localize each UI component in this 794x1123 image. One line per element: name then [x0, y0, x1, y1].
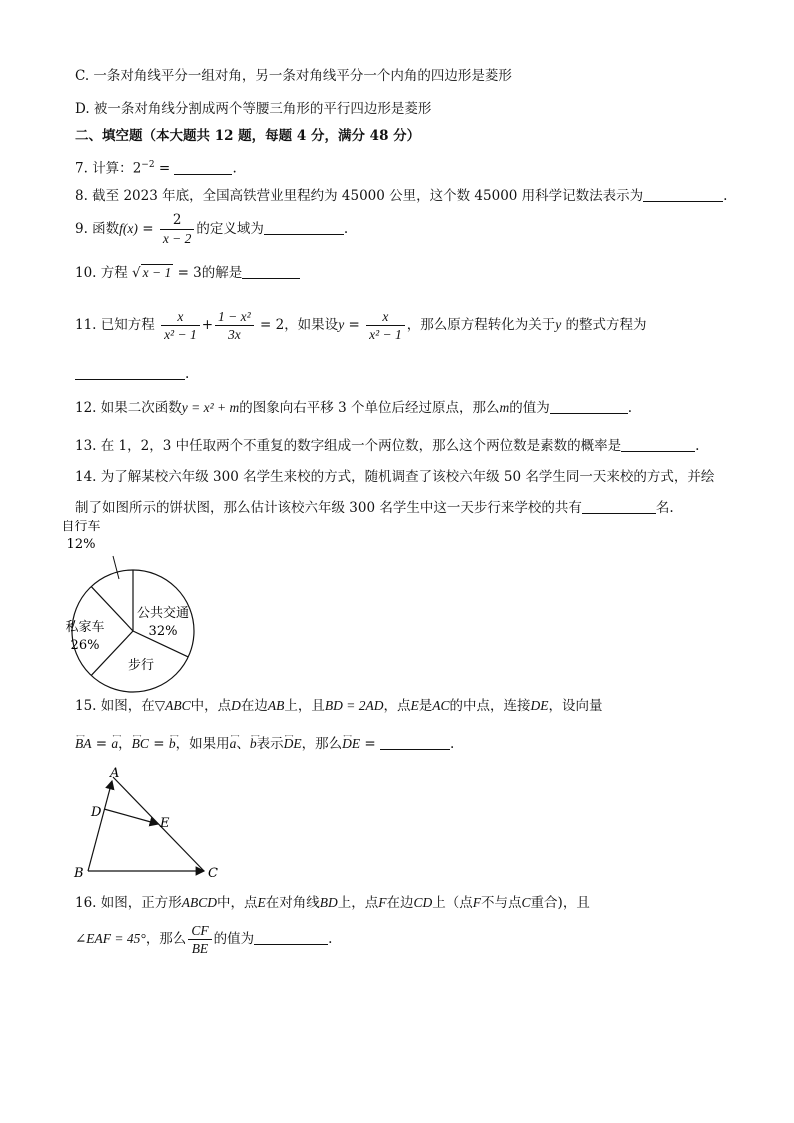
question-16-line1: 16. 如图，正方形ABCD中，点E在对角线BD上，点F在边CD上（点F不与点C重合)，且	[75, 895, 590, 911]
answer-blank[interactable]	[550, 399, 628, 414]
question-13: 13. 在 1，2，3 中任取两个不重复的数字组成一个两位数，那么这个两位数是素数的概率是 .	[75, 438, 700, 454]
label-e: E	[160, 816, 170, 831]
label-b: B	[74, 866, 84, 880]
pie-label-3: 私家车	[65, 620, 105, 635]
answer-blank[interactable]	[582, 499, 656, 514]
question-8: 8. 截至 2023 年底，全国高铁营业里程约为 45000 公里，这个数 45000 用科学记数法表示为 .	[75, 188, 728, 204]
section-heading: 二、填空题（本大题共 12 题，每题 4 分，满分 48 分）	[75, 128, 421, 144]
sqrt-expression: x − 1	[142, 265, 172, 280]
pie-chart	[60, 520, 220, 695]
triangle-figure	[70, 765, 230, 880]
answer-blank[interactable]	[75, 365, 185, 380]
fraction: $\frac{2}{x - 2}$	[160, 212, 195, 247]
answer-blank[interactable]	[643, 187, 723, 202]
pie-label-2: 步行	[127, 658, 155, 673]
question-11: 11. 已知方程 $\frac{x}{\text{x² − 1}}$ + $\frac{\text{1 − x²}}{3x}$ = 2，如果设y = $\frac{x}{\text{x² − 1}}$ ，那么原方程转化为关于y 的整式方程为	[75, 309, 647, 342]
option-d: D. 被一条对角线分割成两个等腰三角形的平行四边形是菱形	[75, 101, 432, 117]
question-9: 9. 函数f(x) = $\frac{2}{x - 2}$ 的定义域为 .	[75, 212, 349, 246]
answer-blank[interactable]	[242, 264, 300, 279]
option-c: C. 一条对角线平分一组对角，另一条对角线平分一个内角的四边形是菱形	[75, 68, 512, 84]
question-14-line1: 14. 为了解某校六年级 300 名学生来校的方式，随机调查了该校六年级 50 名学生同一天来校的方式，并绘	[75, 469, 715, 485]
pie-value-3: 26%	[70, 638, 100, 653]
question-10: 10. 方程 √ x − 1 = 3的解是	[75, 263, 300, 283]
label-a: A	[110, 766, 120, 781]
answer-blank[interactable]	[621, 437, 695, 452]
question-7: 7. 计算：$2^{-2}$ = .	[75, 160, 237, 177]
label-d: D	[91, 805, 102, 820]
pie-label-1: 公共交通	[136, 606, 190, 621]
pie-value-1: 32%	[148, 624, 178, 639]
question-12: 12. 如果二次函数y = x² + m的图象向右平移 3 个单位后经过原点，那么m的值为 .	[75, 400, 632, 416]
answer-blank[interactable]	[254, 930, 328, 945]
question-14-line2: 制了如图所示的饼状图，那么估计该校六年级 300 名学生中这一天步行来学校的共有 名.	[75, 500, 674, 516]
pie-label-4: 自行车	[61, 520, 101, 534]
label-c: C	[208, 866, 218, 880]
question-15-line1: 15. 如图，在▽ABC中，点D在边AB上，且BD = 2AD，点E是AC的中点，连接DE，设向量	[75, 698, 603, 714]
question-16-line2: ∠EAF = 45°，那么 $\frac{CF}{BE}$ 的值为 .	[75, 923, 333, 956]
answer-blank[interactable]	[264, 220, 344, 235]
pie-value-4: 12%	[66, 537, 96, 552]
question-11-answer: .	[75, 364, 189, 384]
question-15-line2: ←→ BA = ←→ a，←→ BC = ←→ b，如果用←→ a、←→ b表示←→ DE，那么←→ DE = .	[75, 734, 454, 754]
answer-blank[interactable]	[174, 160, 232, 175]
answer-blank[interactable]	[380, 735, 450, 750]
